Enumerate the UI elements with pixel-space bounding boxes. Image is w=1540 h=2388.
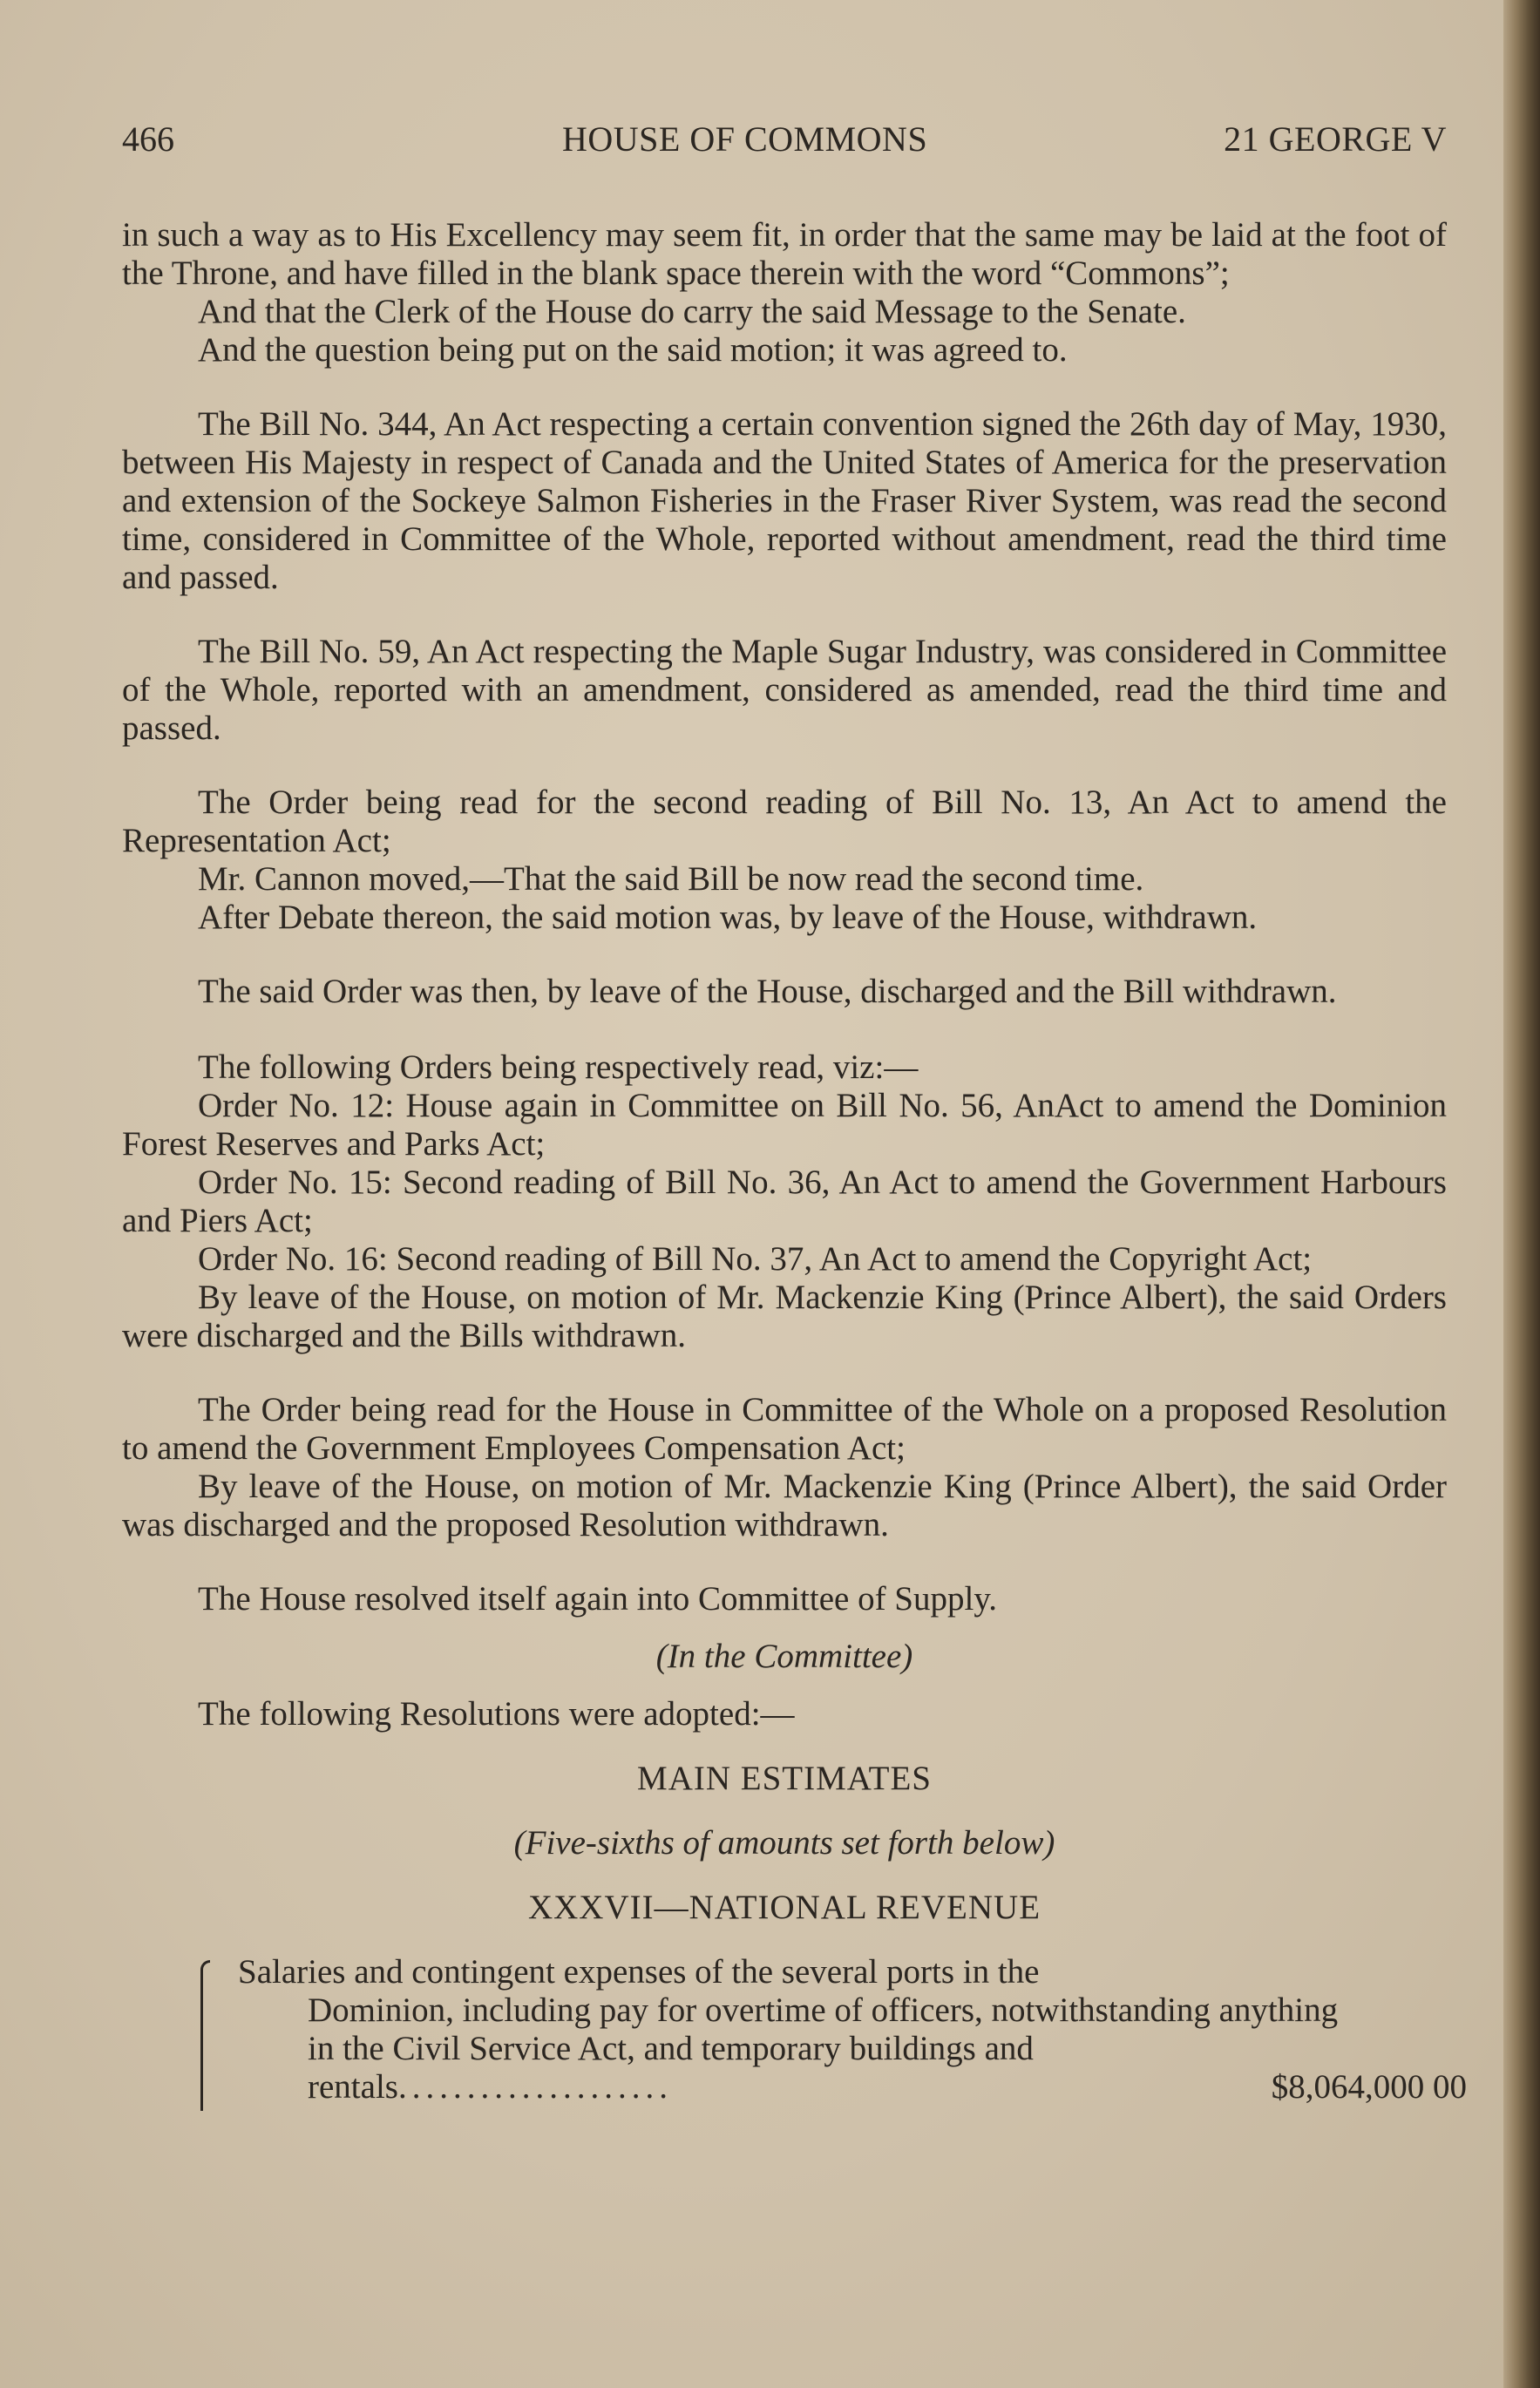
running-header [122,119,1447,171]
paragraph-orders-discharged: By leave of the House, on motion of Mr. Mackenzie King (Prince Albert), the said Orders were discharged and the Bills withdrawn. [122,1279,1447,1354]
five-sixths-subheading: (Five-sixths of amounts set forth below) [513,1824,1055,1862]
paragraph-message-continuation: in such a way as to His Excellency may seem fit, in order that the same may be laid at the foot of the Throne, and have filled in the blank space therein with the word “Commons”; [122,216,1447,292]
paragraph-motion-agreed: And the question being put on the said motion; it was agreed to. [198,331,1068,369]
paragraph-cannon-moved: Mr. Cannon moved,—That the said Bill be now read the second time. [198,860,1144,898]
header-reign: 21 GEORGE V [1224,119,1447,159]
estimate-item-first-line: Salaries and contingent expenses of the several ports in the [238,1953,1040,1991]
page-body [122,216,1467,2106]
paragraph-resolutions-adopted: The following Resolutions were adopted:— [198,1695,795,1733]
paragraph-bill-344: The Bill No. 344, An Act respecting a certain convention signed the 26th day of May, 1930, between His Majesty in respect of Canada and the United States of America for the preservation and extension of the Sockeye Salmon Fisheries in the Fraser River System, was read the second time, considered in Committee of the Whole, reported without amendment, read the third time and passed. [122,405,1447,596]
paragraph-committee-of-supply: The House resolved itself again into Committee of Supply. [198,1580,998,1618]
national-revenue-section: XXXVII—NATIONAL REVENUE [527,1889,1041,1926]
estimate-bracket [200,1960,210,2111]
estimate-amount: $8,064,000 00 [1271,2068,1467,2106]
paragraph-bill-59: The Bill No. 59, An Act respecting the Maple Sugar Industry, was considered in Committee of the Whole, reported with an amendment, considered as amended, read the third time and passed. [122,633,1447,747]
paragraph-debate-withdrawn: After Debate thereon, the said motion was, by leave of the House, withdrawn. [198,899,1258,936]
paragraph-clerk-message: And that the Clerk of the House do carry the said Message to the Senate. [198,293,1186,330]
paragraph-order-15: Order No. 15: Second reading of Bill No. 36, An Act to amend the Government Harbours and Piers Act; [122,1163,1447,1239]
paragraph-orders-read: The following Orders being respectively read, viz:— [198,1048,919,1086]
estimate-leader-dots: .................... [397,2068,673,2106]
estimate-item-text [238,1953,1467,2106]
estimate-item [122,1953,1467,2106]
in-committee-heading: (In the Committee) [655,1638,913,1675]
paragraph-resolution-withdrawn: By leave of the House, on motion of Mr. Mackenzie King (Prince Albert), the said Order was discharged and the proposed Resolution withdrawn. [122,1468,1447,1543]
estimate-item-rest: Dominion, including pay for overtime of officers, notwithstanding anything in the Civil Service Act, and temporary buildings and rentals [308,1991,1339,2106]
page-number: 466 [122,119,174,159]
paragraph-resolution-order: The Order being read for the House in Committee of the Whole on a proposed Resolution to amend the Government Employees Compensation Act; [122,1391,1447,1467]
paragraph-order-12: Order No. 12: House again in Committee on Bill No. 56, AnAct to amend the Dominion Forest Reserves and Parks Act; [122,1087,1447,1163]
main-estimates-heading: MAIN ESTIMATES [637,1760,932,1797]
paragraph-order-discharged: The said Order was then, by leave of the House, discharged and the Bill withdrawn. [198,973,1337,1010]
header-title: HOUSE OF COMMONS [562,119,928,159]
estimate-item-continuation [238,1991,1362,2106]
book-binding-edge [1503,0,1540,2388]
paragraph-order-16: Order No. 16: Second reading of Bill No. 37, An Act to amend the Copyright Act; [198,1240,1313,1278]
paragraph-bill-13-order: The Order being read for the second reading of Bill No. 13, An Act to amend the Representation Act; [122,784,1447,859]
